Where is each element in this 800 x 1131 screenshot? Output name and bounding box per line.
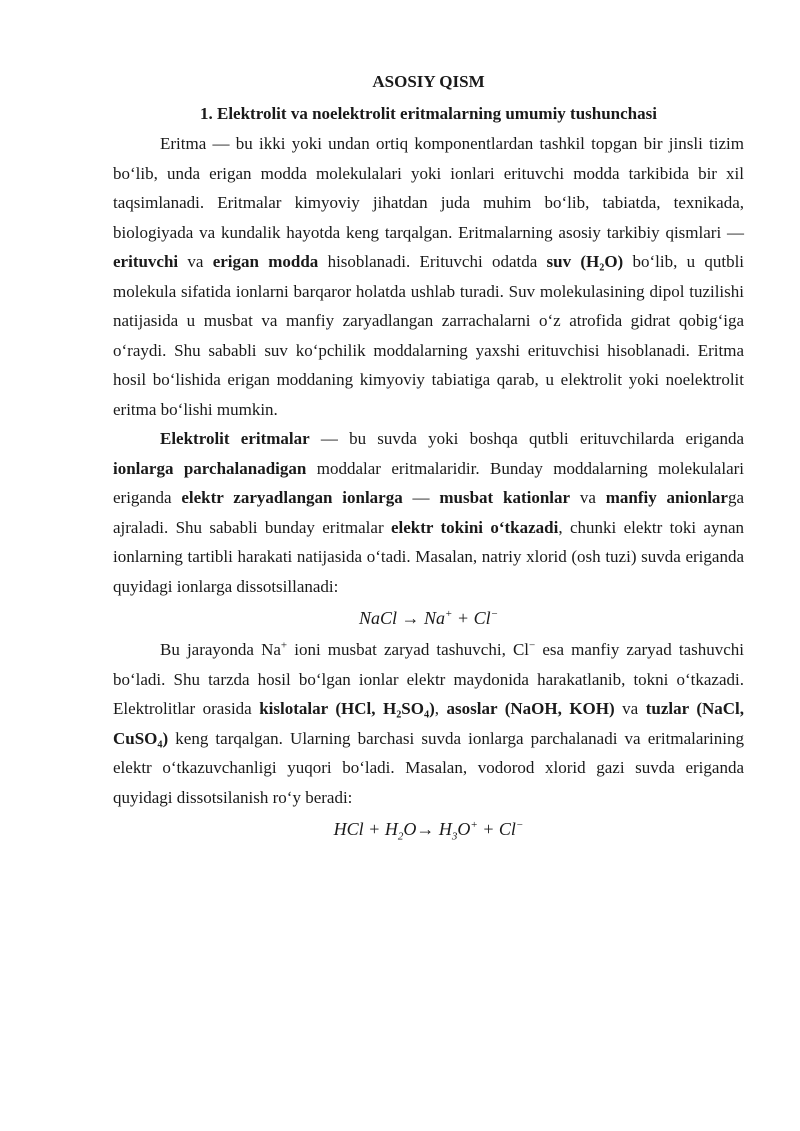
- bold-term: tuzlar (NaCl, CuSO₄): [113, 699, 745, 748]
- formula-part: Cl: [473, 608, 491, 628]
- text-run: keng tarqalgan. Ularning barchasi suvda ionlarga parchalanadi va eritmalarining elektr o‘tkazuvchanligi yuqori bo‘ladi. Masalan, vodorod xlorid gazi suvda eriganda quyidagi dissotsilanish ro‘y beradi:: [113, 728, 744, 807]
- formula-plus: +: [477, 819, 499, 839]
- text-run: — bu suvda yoki boshqa qutbli erituvchilarda eriganda: [309, 429, 744, 448]
- bold-term: kislotalar (HCl, H₂SO₄): [259, 699, 435, 718]
- formula-part: H: [438, 819, 452, 839]
- paragraph-eritma: [113, 129, 744, 424]
- formula-charge: +: [444, 608, 453, 620]
- formula-part: NaCl: [358, 608, 397, 628]
- formula-nacl-dissociation: [113, 601, 744, 635]
- text-run: Eritma — bu ikki yoki undan ortiq komponentlardan tashkil topgan bir jinsli tizim bo‘lib, unda erigan modda molekulalari yoki ionlari erituvchi modda tarkibida bir xil taqsimlanadi. Eritmalar kimyoviy jihatdan juda muhim bo‘lib, tabiatda, texnikada, biologiyada va kundalik hayotda keng tarqalgan. Eritmalarning asosiy tarkibiy qismlari —: [113, 134, 744, 242]
- text-run: va: [570, 488, 606, 507]
- formula-charge: +: [470, 819, 478, 831]
- bold-term: musbat kationlar: [439, 488, 571, 507]
- text-run: bo‘lib, u qutbli molekula sifatida ionlarni barqaror holatda ushlab turadi. Suv molekulasining dipol tuzilishi natijasida u musbat va manfiy zaryadlangan zarrachalarni o‘z atrofida gidrat qobig‘iga o‘raydi. Shu sababli suv ko‘pchilik moddalarning yaxshi erituvchisi hisoblanadi. Eritma hosil bo‘lishida erigan moddaning kimyoviy tabiatiga qarab, u elektrolit yoki noelektrolit eritma bo‘lishi mumkin.: [113, 252, 745, 419]
- bold-term: elektr tokini o‘tkazadi: [390, 517, 559, 537]
- formula-hcl-dissociation: [113, 812, 744, 846]
- paragraph-ions: [113, 635, 744, 812]
- text-run: va: [614, 699, 646, 718]
- text-run: Bu jarayonda Na: [160, 640, 281, 659]
- text-run: ,: [434, 699, 447, 718]
- formula-subscript: 2: [397, 830, 404, 843]
- text-run: ioni musbat zaryad tashuvchi, Cl: [287, 640, 530, 659]
- formula-part: O: [457, 819, 471, 839]
- page-title: ASOSIY QISM: [372, 72, 485, 91]
- text-run: moddalar eritmalaridir. Bunday moddalarning molekulalari eriganda: [113, 458, 744, 507]
- charge-sup: −: [529, 639, 536, 652]
- text-run: , chunki elektr toki aynan ionlarning tartibli harakati natijasida o‘tadi. Masalan, natriy xlorid (osh tuzi) suvda eriganda quyidagi ionlarga dissotsillanadi:: [113, 517, 744, 596]
- bold-term: erituvchi: [113, 252, 179, 271]
- bold-term: erigan modda: [212, 252, 319, 271]
- bold-term: ionlarga parchalanadigan: [113, 458, 307, 478]
- formula-charge: −: [515, 819, 524, 831]
- text-run: hisoblanadi. Erituvchi odatda: [318, 252, 547, 271]
- formula-part: HCl: [333, 819, 364, 839]
- text-run: ga ajraladi. Shu sababli bunday eritmalar: [113, 488, 745, 537]
- formula-plus: +: [452, 608, 474, 628]
- bold-term: Elektrolit eritmalar: [160, 429, 310, 448]
- bold-term: asoslar (NaOH, KOH): [446, 699, 615, 718]
- formula-subscript: 3: [451, 830, 458, 843]
- formula-arrow: →: [416, 819, 439, 839]
- bold-term: suv (H₂O): [546, 252, 624, 271]
- text-run: esa manfiy zaryad tashuvchi bo‘ladi. Shu tarzda hosil bo‘lgan ionlar elektr maydonida harakatlanib, tokni o‘tkazadi. Elektrolitlar orasida: [113, 640, 744, 718]
- bold-term: manfiy anionlar: [605, 488, 728, 507]
- formula-part: Cl: [498, 819, 516, 839]
- formula-charge: −: [490, 608, 499, 620]
- text-run: —: [402, 488, 440, 507]
- formula-plus: +: [363, 819, 385, 839]
- section-title: 1. Elektrolit va noelektrolit eritmalarning umumiy tushunchasi: [200, 104, 657, 123]
- formula-part: Na: [423, 608, 445, 628]
- paragraph-elektrolit: [113, 424, 744, 601]
- formula-part: H: [384, 819, 398, 839]
- formula-arrow: →: [396, 608, 424, 628]
- formula-part: O: [403, 819, 417, 839]
- bold-term: elektr zaryadlangan ionlarga: [181, 488, 403, 507]
- text-run: va: [178, 252, 213, 271]
- charge-sup: +: [280, 639, 288, 652]
